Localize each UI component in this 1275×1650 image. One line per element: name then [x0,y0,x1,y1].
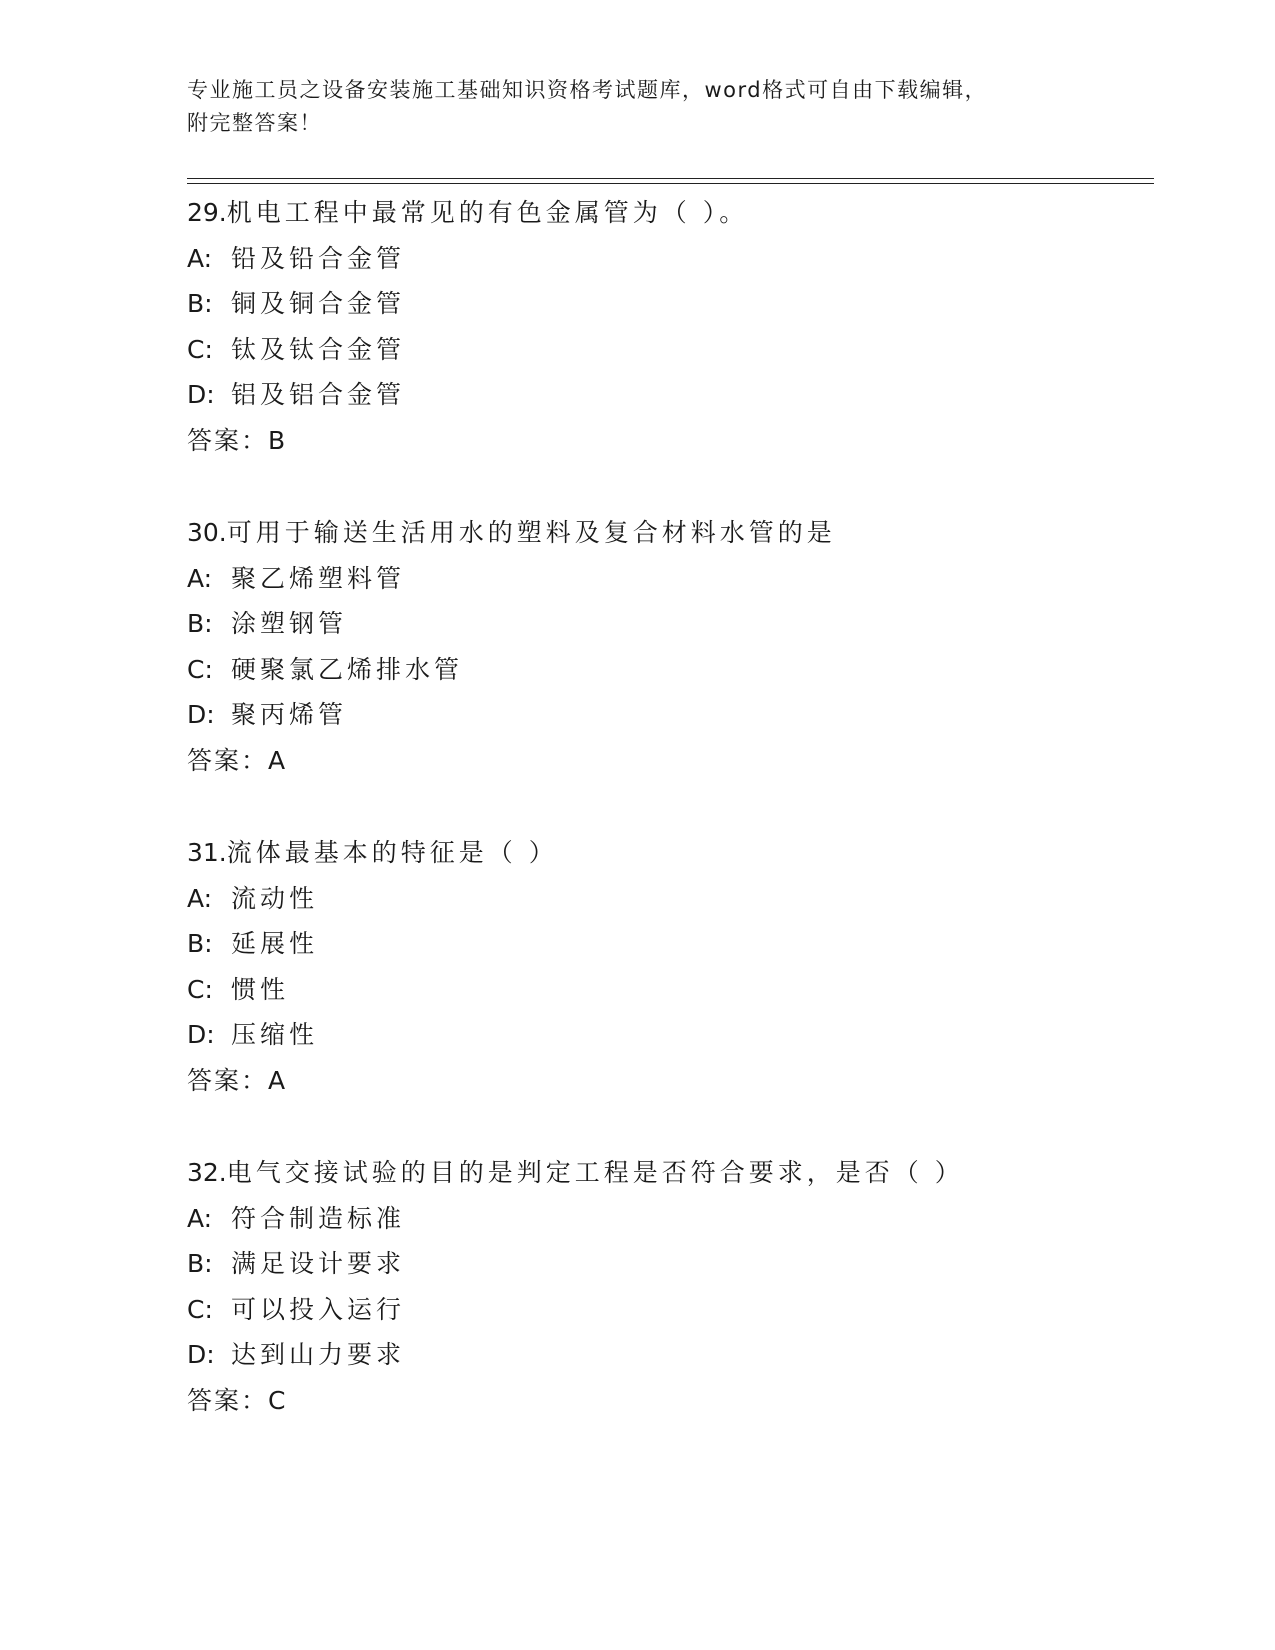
question-block [187,510,1147,830]
question-number: 31. [187,838,227,867]
option-text: 硬聚氯乙烯排水管 [231,654,464,684]
option-d [187,1012,1147,1058]
answer-value: C [268,1385,286,1415]
option-c [187,327,1147,373]
answer-label: 答案： [187,745,269,775]
option-d [187,1332,1147,1378]
header-divider-top [187,178,1154,179]
answer-line [187,1378,1147,1424]
option-key: A: [187,1203,213,1233]
question-text: 机电工程中最常见的有色金属管为（ ）。 [226,198,749,227]
document-header [187,74,1087,140]
question-block [187,1150,1147,1470]
header-line-1: 专业施工员之设备安装施工基础知识资格考试题库，word格式可自由下载编辑， [187,78,988,102]
option-text: 涂塑钢管 [231,609,348,638]
option-text: 聚乙烯塑料管 [231,563,406,593]
answer-value: A [268,745,286,775]
option-a [187,876,1147,922]
question-number: 32. [187,1158,227,1187]
option-text: 钛及钛合金管 [231,334,406,364]
option-key: C: [187,654,213,684]
question-block [187,190,1147,510]
option-key: D: [187,1020,215,1049]
header-line-2: 附完整答案！ [187,111,322,135]
option-text: 惯性 [231,974,290,1004]
option-text: 满足设计要求 [231,1249,406,1278]
option-text: 压缩性 [231,1020,319,1049]
answer-label: 答案： [187,1065,269,1095]
option-key: A: [187,243,213,273]
question-number: 29. [187,198,227,227]
option-b [187,601,1147,647]
answer-value: B [268,425,286,455]
question-stem [187,1150,1147,1196]
question-text: 可用于输送生活用水的塑料及复合材料水管的是 [226,518,836,547]
header-divider-bottom [187,183,1154,184]
option-key: B: [187,289,213,318]
option-text: 铝及铝合金管 [231,380,406,409]
answer-label: 答案： [187,425,269,455]
option-key: C: [187,1294,213,1324]
question-text: 流体最基本的特征是（ ） [226,838,558,867]
option-b [187,1241,1147,1287]
option-text: 可以投入运行 [231,1294,406,1324]
option-c [187,967,1147,1013]
option-text: 铜及铜合金管 [231,289,406,318]
option-key: B: [187,609,213,638]
option-key: A: [187,563,213,593]
option-d [187,372,1147,418]
option-c [187,647,1147,693]
option-text: 铅及铅合金管 [231,243,406,273]
option-a [187,236,1147,282]
option-key: A: [187,883,213,913]
option-b [187,921,1147,967]
option-text: 流动性 [231,883,319,913]
option-key: B: [187,1249,213,1278]
option-a [187,1196,1147,1242]
option-text: 符合制造标准 [231,1203,406,1233]
option-c [187,1287,1147,1333]
option-key: D: [187,380,215,409]
question-stem [187,510,1147,556]
option-text: 延展性 [231,929,319,958]
option-b [187,281,1147,327]
option-text: 达到山力要求 [231,1340,406,1369]
answer-value: A [268,1065,286,1095]
option-key: D: [187,700,215,729]
question-number: 30. [187,518,227,547]
option-key: D: [187,1340,215,1369]
option-d [187,692,1147,738]
option-text: 聚丙烯管 [231,700,348,729]
question-stem [187,190,1147,236]
question-block [187,830,1147,1150]
option-key: B: [187,929,213,958]
question-list [187,190,1147,1470]
answer-line [187,418,1147,464]
answer-line [187,1058,1147,1104]
answer-label: 答案： [187,1385,269,1415]
answer-line [187,738,1147,784]
question-text: 电气交接试验的目的是判定工程是否符合要求，是否（ ） [226,1158,964,1187]
option-key: C: [187,974,213,1004]
question-stem [187,830,1147,876]
option-key: C: [187,334,213,364]
option-a [187,556,1147,602]
